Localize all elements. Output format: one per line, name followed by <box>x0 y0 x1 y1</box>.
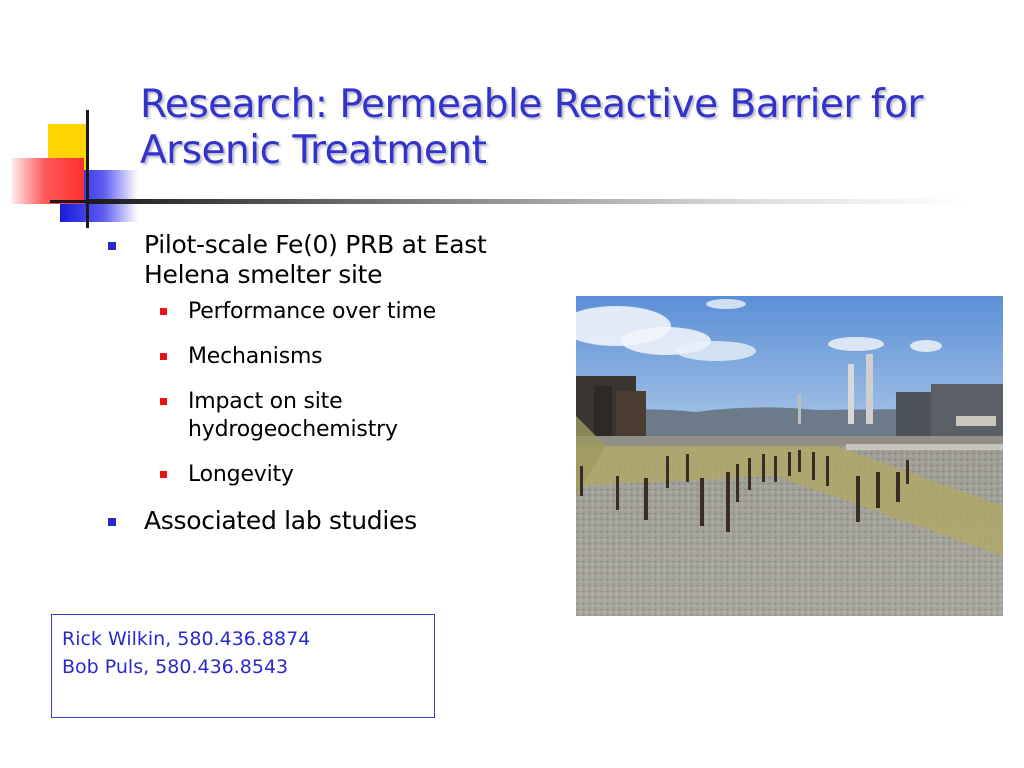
sub-bullet-text: Longevity <box>188 462 294 487</box>
bullet-item <box>104 230 534 290</box>
site-photo <box>576 296 1003 616</box>
sub-bullet-item <box>156 461 534 489</box>
contact-line: Rick Wilkin, 580.436.8874 <box>62 628 311 650</box>
vertical-line <box>86 110 89 228</box>
sub-bullet-text: Mechanisms <box>188 344 323 369</box>
bullet-text: Associated lab studies <box>144 506 417 535</box>
contact-box <box>51 614 435 718</box>
sub-bullet-item <box>156 298 534 326</box>
bullet-text: Pilot-scale Fe(0) PRB at East Helena smelter site <box>144 230 487 289</box>
red-square-icon <box>12 158 84 204</box>
bullet-square-icon <box>108 518 116 526</box>
sub-bullet-square-icon <box>160 353 167 360</box>
sub-bullet-text: Performance over time <box>188 299 436 324</box>
sub-bullet-item <box>156 343 534 371</box>
bullet-square-icon <box>108 242 116 250</box>
contact-line: Bob Puls, 580.436.8543 <box>62 656 289 678</box>
title-divider <box>88 199 968 204</box>
sub-bullet-square-icon <box>160 471 167 478</box>
bullet-list <box>104 230 534 544</box>
sub-bullet-square-icon <box>160 398 167 405</box>
sub-bullet-list <box>156 298 534 489</box>
bullet-item <box>104 506 534 536</box>
sub-bullet-item <box>156 388 534 444</box>
decorative-logo <box>0 0 140 240</box>
slide-title: Research: Permeable Reactive Barrier for Arsenic Treatment <box>140 82 923 173</box>
sub-bullet-text: Impact on site hydrogeochemistry <box>188 389 398 442</box>
sub-bullet-square-icon <box>160 308 167 315</box>
site-photo-illustration <box>576 296 1003 616</box>
